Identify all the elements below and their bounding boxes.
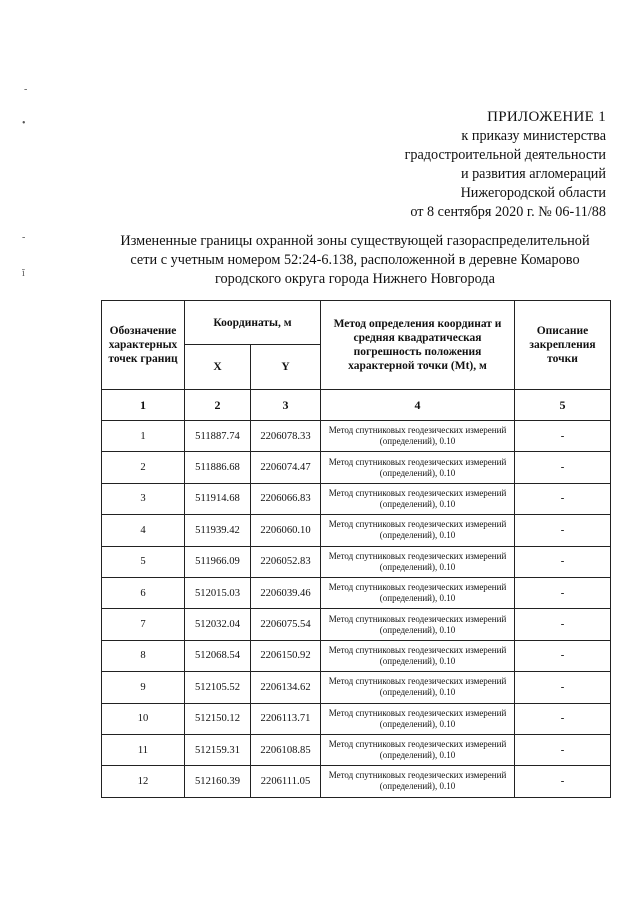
cell-description: - <box>515 515 611 546</box>
cell-method: Метод спутниковых геодезических измерений (определений), 0.10 <box>321 546 515 577</box>
cell-x: 512015.03 <box>185 577 251 608</box>
header-point: Обозначение характерных точек границ <box>102 301 185 390</box>
cell-point: 12 <box>102 766 185 797</box>
cell-x: 511966.09 <box>185 546 251 577</box>
cell-x: 512150.12 <box>185 703 251 734</box>
cell-method: Метод спутниковых геодезических измерений (определений), 0.10 <box>321 734 515 765</box>
cell-method: Метод спутниковых геодезических измерений (определений), 0.10 <box>321 672 515 703</box>
column-number: 3 <box>251 390 321 421</box>
scan-speck: • <box>22 118 26 129</box>
header-description: Описание закрепления точки <box>515 301 611 390</box>
cell-y: 2206134.62 <box>251 672 321 703</box>
table-row <box>102 672 611 703</box>
header-method: Метод определения координат и средняя квадратическая погрешность положения характерной точки (Mt), м <box>321 301 515 390</box>
header-x: X <box>185 345 251 390</box>
cell-description: - <box>515 577 611 608</box>
cell-point: 7 <box>102 609 185 640</box>
cell-description: - <box>515 609 611 640</box>
cell-description: - <box>515 421 611 452</box>
cell-y: 2206150.92 <box>251 640 321 671</box>
appendix-line: градостроительной деятельности <box>404 147 606 163</box>
coordinates-table <box>101 300 611 798</box>
cell-y: 2206039.46 <box>251 577 321 608</box>
cell-point: 3 <box>102 483 185 514</box>
cell-y: 2206078.33 <box>251 421 321 452</box>
cell-x: 512032.04 <box>185 609 251 640</box>
cell-description: - <box>515 672 611 703</box>
cell-description: - <box>515 766 611 797</box>
table-row <box>102 766 611 797</box>
appendix-order-date: от 8 сентября 2020 г. № 06-11/88 <box>410 204 606 220</box>
cell-y: 2206074.47 <box>251 452 321 483</box>
table-row <box>102 546 611 577</box>
appendix-title: ПРИЛОЖЕНИЕ 1 <box>487 109 606 125</box>
cell-y: 2206075.54 <box>251 609 321 640</box>
cell-x: 511887.74 <box>185 421 251 452</box>
cell-method: Метод спутниковых геодезических измерений (определений), 0.10 <box>321 483 515 514</box>
cell-description: - <box>515 703 611 734</box>
cell-x: 512068.54 <box>185 640 251 671</box>
cell-description: - <box>515 546 611 577</box>
cell-x: 512160.39 <box>185 766 251 797</box>
cell-x: 511939.42 <box>185 515 251 546</box>
cell-x: 511886.68 <box>185 452 251 483</box>
cell-y: 2206111.05 <box>251 766 321 797</box>
table-row <box>102 421 611 452</box>
table-row <box>102 609 611 640</box>
cell-point: 11 <box>102 734 185 765</box>
cell-description: - <box>515 640 611 671</box>
cell-x: 512159.31 <box>185 734 251 765</box>
table-row <box>102 483 611 514</box>
title-line: Измененные границы охранной зоны существующей газораспределительной <box>120 233 590 249</box>
appendix-header <box>405 108 606 222</box>
title-line: сети с учетным номером 52:24-6.138, расположенной в деревне Комарово <box>130 252 580 268</box>
cell-method: Метод спутниковых геодезических измерений (определений), 0.10 <box>321 515 515 546</box>
table-row <box>102 577 611 608</box>
cell-point: 6 <box>102 577 185 608</box>
cell-x: 512105.52 <box>185 672 251 703</box>
appendix-line: и развития агломераций <box>460 166 606 182</box>
cell-y: 2206113.71 <box>251 703 321 734</box>
cell-point: 4 <box>102 515 185 546</box>
cell-y: 2206052.83 <box>251 546 321 577</box>
table-row <box>102 515 611 546</box>
title-line: городского округа города Нижнего Новгорода <box>215 271 495 287</box>
table-row <box>102 452 611 483</box>
cell-description: - <box>515 734 611 765</box>
cell-method: Метод спутниковых геодезических измерений (определений), 0.10 <box>321 452 515 483</box>
cell-point: 5 <box>102 546 185 577</box>
document-title <box>100 232 610 289</box>
cell-method: Метод спутниковых геодезических измерений (определений), 0.10 <box>321 421 515 452</box>
cell-y: 2206060.10 <box>251 515 321 546</box>
cell-method: Метод спутниковых геодезических измерений (определений), 0.10 <box>321 703 515 734</box>
appendix-line: к приказу министерства <box>461 128 606 144</box>
column-numbers-row <box>102 390 611 421</box>
cell-description: - <box>515 483 611 514</box>
scan-speck: - <box>24 84 28 95</box>
cell-y: 2206108.85 <box>251 734 321 765</box>
cell-method: Метод спутниковых геодезических измерений (определений), 0.10 <box>321 766 515 797</box>
scan-speck: - <box>22 232 26 243</box>
column-number: 1 <box>102 390 185 421</box>
cell-point: 2 <box>102 452 185 483</box>
column-number: 5 <box>515 390 611 421</box>
table-row <box>102 703 611 734</box>
table-row <box>102 640 611 671</box>
cell-description: - <box>515 452 611 483</box>
cell-point: 1 <box>102 421 185 452</box>
cell-point: 8 <box>102 640 185 671</box>
cell-method: Метод спутниковых геодезических измерений (определений), 0.10 <box>321 577 515 608</box>
cell-method: Метод спутниковых геодезических измерений (определений), 0.10 <box>321 609 515 640</box>
table-row <box>102 734 611 765</box>
column-number: 2 <box>185 390 251 421</box>
header-coords: Координаты, м <box>185 301 321 345</box>
scan-speck: ĭ <box>22 268 25 279</box>
cell-point: 10 <box>102 703 185 734</box>
cell-method: Метод спутниковых геодезических измерений (определений), 0.10 <box>321 640 515 671</box>
appendix-line: Нижегородской области <box>460 185 606 201</box>
header-y: Y <box>251 345 321 390</box>
column-number: 4 <box>321 390 515 421</box>
cell-point: 9 <box>102 672 185 703</box>
cell-y: 2206066.83 <box>251 483 321 514</box>
cell-x: 511914.68 <box>185 483 251 514</box>
